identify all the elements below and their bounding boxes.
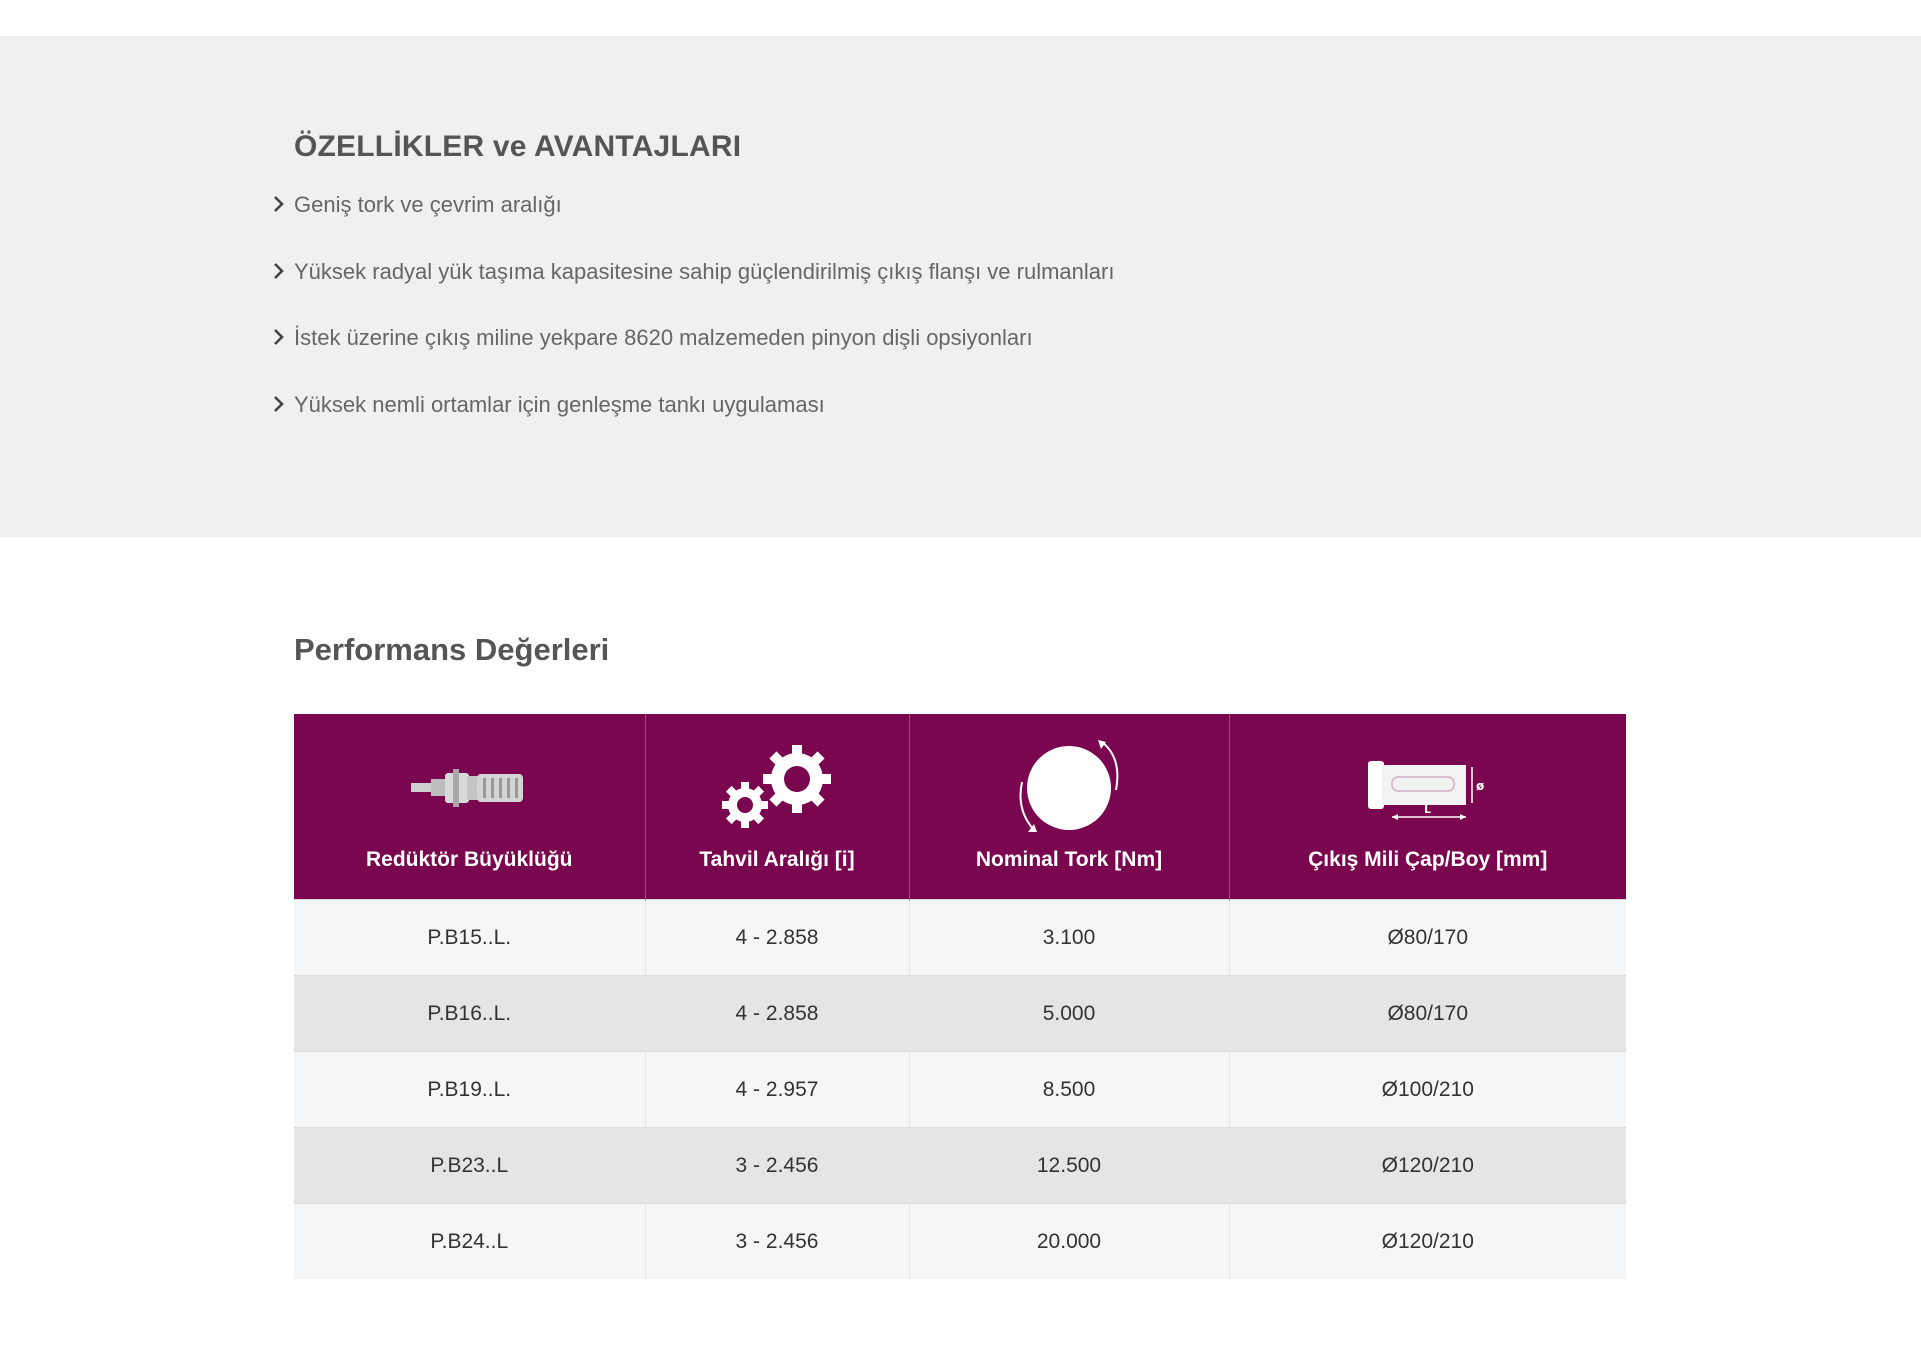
features-title: ÖZELLİKLER ve AVANTAJLARI: [294, 130, 742, 163]
table-row: [294, 1052, 1626, 1128]
chevron-right-icon: [272, 194, 286, 214]
feature-list: [272, 190, 1114, 456]
column-header-label: Nominal Tork [Nm]: [975, 848, 1163, 871]
cell-shaft: Ø100/210: [1229, 1052, 1626, 1128]
svg-text:ø: ø: [1475, 779, 1484, 793]
cell-size: P.B19..L.: [294, 1052, 645, 1128]
table-header-row: [294, 714, 1626, 900]
gears-icon: [717, 743, 837, 833]
cell-ratio: 4 - 2.858: [645, 900, 909, 976]
cell-torque: 3.100: [909, 900, 1229, 976]
gearbox-icon: [409, 763, 529, 813]
cell-ratio: 4 - 2.858: [645, 976, 909, 1052]
performance-table: [294, 714, 1626, 1279]
column-header-label: Tahvil Aralığı [i]: [699, 848, 855, 871]
cell-size: P.B23..L: [294, 1128, 645, 1204]
cell-size: P.B24..L: [294, 1204, 645, 1280]
column-header-size: [294, 714, 645, 900]
feature-item: [272, 390, 1114, 457]
column-header-torque: [909, 714, 1229, 900]
shaft-icon: [1366, 753, 1490, 823]
feature-item: [272, 257, 1114, 324]
cell-torque: 8.500: [909, 1052, 1229, 1128]
cell-size: P.B15..L.: [294, 900, 645, 976]
table-row: [294, 1128, 1626, 1204]
cell-shaft: Ø120/210: [1229, 1128, 1626, 1204]
svg-text:L: L: [1423, 803, 1431, 816]
chevron-right-icon: [272, 394, 286, 414]
table-row: [294, 900, 1626, 976]
table-row: [294, 976, 1626, 1052]
cell-size: P.B16..L.: [294, 976, 645, 1052]
cell-shaft: Ø120/210: [1229, 1204, 1626, 1280]
column-header-label: Çıkış Mili Çap/Boy [mm]: [1308, 848, 1548, 871]
table-row: [294, 1204, 1626, 1280]
feature-text: Geniş tork ve çevrim aralığı: [294, 192, 562, 217]
cell-torque: 5.000: [909, 976, 1229, 1052]
feature-text: Yüksek radyal yük taşıma kapasitesine sahip güçlendirilmiş çıkış flanşı ve rulmanları: [294, 258, 1115, 284]
column-header-shaft: [1229, 714, 1626, 900]
performance-title: Performans Değerleri: [294, 632, 610, 667]
feature-item: [272, 190, 1114, 257]
cell-ratio: 3 - 2.456: [645, 1128, 909, 1204]
cell-torque: 20.000: [909, 1204, 1229, 1280]
column-header-label: Redüktör Büyüklüğü: [365, 848, 573, 871]
chevron-right-icon: [272, 261, 286, 281]
column-header-ratio: [645, 714, 909, 900]
feature-text: Yüksek nemli ortamlar için genleşme tankı uygulaması: [294, 391, 825, 417]
cell-shaft: Ø80/170: [1229, 976, 1626, 1052]
feature-text: İstek üzerine çıkış miline yekpare 8620 malzemeden pinyon dişli opsiyonları: [294, 325, 1033, 350]
feature-item: [272, 323, 1114, 390]
cell-torque: 12.500: [909, 1128, 1229, 1204]
cell-ratio: 4 - 2.957: [645, 1052, 909, 1128]
torque-icon: [1004, 740, 1134, 836]
chevron-right-icon: [272, 327, 286, 347]
cell-shaft: Ø80/170: [1229, 900, 1626, 976]
top-strip: [0, 0, 1921, 36]
cell-ratio: 3 - 2.456: [645, 1204, 909, 1280]
